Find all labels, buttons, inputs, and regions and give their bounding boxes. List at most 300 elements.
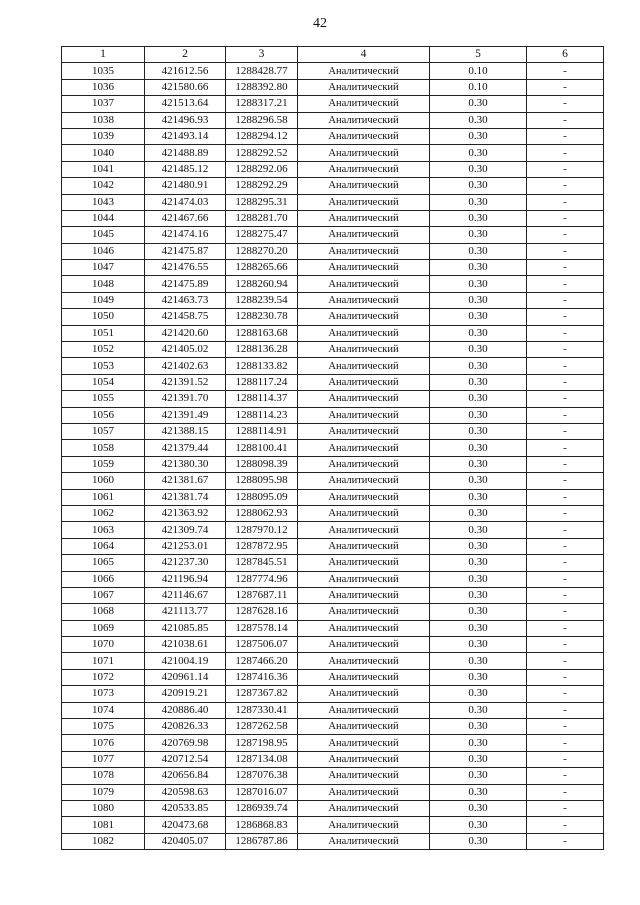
method-cell: Аналитический	[298, 276, 430, 292]
y-coordinate-cell: 1288163.68	[226, 325, 298, 341]
x-coordinate-cell: 421085.85	[145, 620, 226, 636]
x-coordinate-cell: 421475.89	[145, 276, 226, 292]
table-row	[62, 784, 604, 800]
x-coordinate-cell: 421458.75	[145, 309, 226, 325]
table-row	[62, 833, 604, 849]
note-cell: -	[527, 505, 604, 521]
point-number-cell: 1082	[62, 833, 145, 849]
method-cell: Аналитический	[298, 735, 430, 751]
y-coordinate-cell: 1288275.47	[226, 227, 298, 243]
point-number-cell: 1052	[62, 342, 145, 358]
point-number-cell: 1036	[62, 79, 145, 95]
x-coordinate-cell: 420712.54	[145, 751, 226, 767]
coordinates-table	[61, 46, 604, 850]
table-row	[62, 161, 604, 177]
accuracy-cell: 0.30	[430, 817, 527, 833]
table-row	[62, 342, 604, 358]
y-coordinate-cell: 1288100.41	[226, 440, 298, 456]
accuracy-cell: 0.30	[430, 489, 527, 505]
x-coordinate-cell: 421405.02	[145, 342, 226, 358]
accuracy-cell: 0.30	[430, 587, 527, 603]
accuracy-cell: 0.30	[430, 555, 527, 571]
method-cell: Аналитический	[298, 637, 430, 653]
note-cell: -	[527, 243, 604, 259]
x-coordinate-cell: 421513.64	[145, 96, 226, 112]
table-row	[62, 96, 604, 112]
table-row	[62, 719, 604, 735]
note-cell: -	[527, 63, 604, 79]
note-cell: -	[527, 637, 604, 653]
note-cell: -	[527, 751, 604, 767]
note-cell: -	[527, 571, 604, 587]
note-cell: -	[527, 669, 604, 685]
table-row	[62, 555, 604, 571]
y-coordinate-cell: 1287845.51	[226, 555, 298, 571]
x-coordinate-cell: 420886.40	[145, 702, 226, 718]
table-row	[62, 276, 604, 292]
table-row	[62, 145, 604, 161]
point-number-cell: 1039	[62, 128, 145, 144]
note-cell: -	[527, 784, 604, 800]
x-coordinate-cell: 421493.14	[145, 128, 226, 144]
note-cell: -	[527, 309, 604, 325]
note-cell: -	[527, 768, 604, 784]
method-cell: Аналитический	[298, 538, 430, 554]
note-cell: -	[527, 210, 604, 226]
x-coordinate-cell: 421391.49	[145, 407, 226, 423]
table-row	[62, 227, 604, 243]
y-coordinate-cell: 1286939.74	[226, 800, 298, 816]
method-cell: Аналитический	[298, 489, 430, 505]
table-row	[62, 686, 604, 702]
point-number-cell: 1067	[62, 587, 145, 603]
table-row	[62, 178, 604, 194]
accuracy-cell: 0.30	[430, 440, 527, 456]
point-number-cell: 1061	[62, 489, 145, 505]
y-coordinate-cell: 1288117.24	[226, 374, 298, 390]
point-number-cell: 1037	[62, 96, 145, 112]
note-cell: -	[527, 555, 604, 571]
y-coordinate-cell: 1287506.07	[226, 637, 298, 653]
note-cell: -	[527, 522, 604, 538]
accuracy-cell: 0.30	[430, 161, 527, 177]
x-coordinate-cell: 421474.03	[145, 194, 226, 210]
x-coordinate-cell: 420405.07	[145, 833, 226, 849]
accuracy-cell: 0.30	[430, 194, 527, 210]
accuracy-cell: 0.30	[430, 538, 527, 554]
method-cell: Аналитический	[298, 768, 430, 784]
y-coordinate-cell: 1288136.28	[226, 342, 298, 358]
x-coordinate-cell: 421113.77	[145, 604, 226, 620]
accuracy-cell: 0.30	[430, 112, 527, 128]
accuracy-cell: 0.30	[430, 702, 527, 718]
note-cell: -	[527, 473, 604, 489]
x-coordinate-cell: 420769.98	[145, 735, 226, 751]
table-row	[62, 817, 604, 833]
table-row	[62, 358, 604, 374]
method-cell: Аналитический	[298, 325, 430, 341]
note-cell: -	[527, 260, 604, 276]
note-cell: -	[527, 620, 604, 636]
table-row	[62, 587, 604, 603]
point-number-cell: 1040	[62, 145, 145, 161]
table-body	[62, 63, 604, 850]
point-number-cell: 1057	[62, 423, 145, 439]
point-number-cell: 1038	[62, 112, 145, 128]
note-cell: -	[527, 358, 604, 374]
point-number-cell: 1047	[62, 260, 145, 276]
note-cell: -	[527, 800, 604, 816]
method-cell: Аналитический	[298, 653, 430, 669]
table-row	[62, 653, 604, 669]
accuracy-cell: 0.30	[430, 407, 527, 423]
table-row	[62, 489, 604, 505]
note-cell: -	[527, 112, 604, 128]
point-number-cell: 1063	[62, 522, 145, 538]
x-coordinate-cell: 421467.66	[145, 210, 226, 226]
point-number-cell: 1069	[62, 620, 145, 636]
method-cell: Аналитический	[298, 79, 430, 95]
x-coordinate-cell: 421388.15	[145, 423, 226, 439]
method-cell: Аналитический	[298, 178, 430, 194]
note-cell: -	[527, 719, 604, 735]
method-cell: Аналитический	[298, 440, 430, 456]
note-cell: -	[527, 161, 604, 177]
table-row	[62, 751, 604, 767]
table-row	[62, 112, 604, 128]
table-row	[62, 456, 604, 472]
table-row	[62, 522, 604, 538]
y-coordinate-cell: 1287416.36	[226, 669, 298, 685]
y-coordinate-cell: 1288062.93	[226, 505, 298, 521]
table-row	[62, 473, 604, 489]
accuracy-cell: 0.30	[430, 391, 527, 407]
y-coordinate-cell: 1288133.82	[226, 358, 298, 374]
point-number-cell: 1058	[62, 440, 145, 456]
method-cell: Аналитический	[298, 587, 430, 603]
point-number-cell: 1042	[62, 178, 145, 194]
y-coordinate-cell: 1286787.86	[226, 833, 298, 849]
y-coordinate-cell: 1287198.95	[226, 735, 298, 751]
y-coordinate-cell: 1287262.58	[226, 719, 298, 735]
x-coordinate-cell: 421146.67	[145, 587, 226, 603]
x-coordinate-cell: 420656.84	[145, 768, 226, 784]
accuracy-cell: 0.30	[430, 833, 527, 849]
y-coordinate-cell: 1287687.11	[226, 587, 298, 603]
y-coordinate-cell: 1287016.07	[226, 784, 298, 800]
note-cell: -	[527, 79, 604, 95]
accuracy-cell: 0.30	[430, 423, 527, 439]
point-number-cell: 1065	[62, 555, 145, 571]
y-coordinate-cell: 1288270.20	[226, 243, 298, 259]
column-header-1: 1	[62, 47, 145, 63]
x-coordinate-cell: 421391.70	[145, 391, 226, 407]
note-cell: -	[527, 227, 604, 243]
method-cell: Аналитический	[298, 719, 430, 735]
point-number-cell: 1068	[62, 604, 145, 620]
method-cell: Аналитический	[298, 374, 430, 390]
method-cell: Аналитический	[298, 423, 430, 439]
y-coordinate-cell: 1288296.58	[226, 112, 298, 128]
method-cell: Аналитический	[298, 784, 430, 800]
method-cell: Аналитический	[298, 604, 430, 620]
accuracy-cell: 0.30	[430, 505, 527, 521]
x-coordinate-cell: 421196.94	[145, 571, 226, 587]
accuracy-cell: 0.30	[430, 620, 527, 636]
note-cell: -	[527, 489, 604, 505]
table-row	[62, 538, 604, 554]
note-cell: -	[527, 604, 604, 620]
y-coordinate-cell: 1288295.31	[226, 194, 298, 210]
point-number-cell: 1075	[62, 719, 145, 735]
point-number-cell: 1079	[62, 784, 145, 800]
point-number-cell: 1045	[62, 227, 145, 243]
point-number-cell: 1046	[62, 243, 145, 259]
note-cell: -	[527, 817, 604, 833]
x-coordinate-cell: 421381.67	[145, 473, 226, 489]
accuracy-cell: 0.30	[430, 276, 527, 292]
page-number: 42	[313, 16, 327, 31]
accuracy-cell: 0.30	[430, 669, 527, 685]
table-row	[62, 571, 604, 587]
y-coordinate-cell: 1288428.77	[226, 63, 298, 79]
point-number-cell: 1043	[62, 194, 145, 210]
table-row	[62, 63, 604, 79]
x-coordinate-cell: 421480.91	[145, 178, 226, 194]
method-cell: Аналитический	[298, 686, 430, 702]
point-number-cell: 1048	[62, 276, 145, 292]
x-coordinate-cell: 421496.93	[145, 112, 226, 128]
method-cell: Аналитический	[298, 505, 430, 521]
column-header-4: 4	[298, 47, 430, 63]
method-cell: Аналитический	[298, 260, 430, 276]
y-coordinate-cell: 1288281.70	[226, 210, 298, 226]
x-coordinate-cell: 421380.30	[145, 456, 226, 472]
table-row	[62, 440, 604, 456]
accuracy-cell: 0.30	[430, 751, 527, 767]
y-coordinate-cell: 1287774.96	[226, 571, 298, 587]
point-number-cell: 1041	[62, 161, 145, 177]
x-coordinate-cell: 421476.55	[145, 260, 226, 276]
note-cell: -	[527, 145, 604, 161]
y-coordinate-cell: 1288114.37	[226, 391, 298, 407]
table-row	[62, 735, 604, 751]
point-number-cell: 1070	[62, 637, 145, 653]
method-cell: Аналитический	[298, 473, 430, 489]
note-cell: -	[527, 456, 604, 472]
note-cell: -	[527, 653, 604, 669]
accuracy-cell: 0.30	[430, 96, 527, 112]
point-number-cell: 1078	[62, 768, 145, 784]
accuracy-cell: 0.10	[430, 63, 527, 79]
x-coordinate-cell: 421253.01	[145, 538, 226, 554]
table-row	[62, 374, 604, 390]
note-cell: -	[527, 342, 604, 358]
x-coordinate-cell: 421363.92	[145, 505, 226, 521]
accuracy-cell: 0.30	[430, 227, 527, 243]
y-coordinate-cell: 1288114.23	[226, 407, 298, 423]
accuracy-cell: 0.30	[430, 128, 527, 144]
table-row	[62, 194, 604, 210]
accuracy-cell: 0.30	[430, 653, 527, 669]
method-cell: Аналитический	[298, 309, 430, 325]
table-row	[62, 505, 604, 521]
note-cell: -	[527, 178, 604, 194]
note-cell: -	[527, 128, 604, 144]
method-cell: Аналитический	[298, 456, 430, 472]
method-cell: Аналитический	[298, 800, 430, 816]
x-coordinate-cell: 421237.30	[145, 555, 226, 571]
y-coordinate-cell: 1287578.14	[226, 620, 298, 636]
y-coordinate-cell: 1287330.41	[226, 702, 298, 718]
column-header-6: 6	[527, 47, 604, 63]
table-header	[62, 47, 604, 63]
note-cell: -	[527, 702, 604, 718]
column-header-2: 2	[145, 47, 226, 63]
x-coordinate-cell: 420533.85	[145, 800, 226, 816]
y-coordinate-cell: 1288098.39	[226, 456, 298, 472]
method-cell: Аналитический	[298, 145, 430, 161]
point-number-cell: 1055	[62, 391, 145, 407]
y-coordinate-cell: 1287628.16	[226, 604, 298, 620]
x-coordinate-cell: 421463.73	[145, 292, 226, 308]
point-number-cell: 1064	[62, 538, 145, 554]
method-cell: Аналитический	[298, 194, 430, 210]
x-coordinate-cell: 420961.14	[145, 669, 226, 685]
method-cell: Аналитический	[298, 210, 430, 226]
accuracy-cell: 0.30	[430, 243, 527, 259]
column-header-3: 3	[226, 47, 298, 63]
method-cell: Аналитический	[298, 555, 430, 571]
y-coordinate-cell: 1287872.95	[226, 538, 298, 554]
table-row	[62, 407, 604, 423]
table-row	[62, 423, 604, 439]
point-number-cell: 1053	[62, 358, 145, 374]
x-coordinate-cell: 421612.56	[145, 63, 226, 79]
table-row	[62, 309, 604, 325]
accuracy-cell: 0.30	[430, 522, 527, 538]
table-row	[62, 604, 604, 620]
point-number-cell: 1059	[62, 456, 145, 472]
y-coordinate-cell: 1288294.12	[226, 128, 298, 144]
x-coordinate-cell: 420473.68	[145, 817, 226, 833]
note-cell: -	[527, 194, 604, 210]
y-coordinate-cell: 1287076.38	[226, 768, 298, 784]
table-row	[62, 292, 604, 308]
x-coordinate-cell: 421381.74	[145, 489, 226, 505]
x-coordinate-cell: 420919.21	[145, 686, 226, 702]
point-number-cell: 1051	[62, 325, 145, 341]
point-number-cell: 1044	[62, 210, 145, 226]
accuracy-cell: 0.30	[430, 260, 527, 276]
point-number-cell: 1074	[62, 702, 145, 718]
accuracy-cell: 0.30	[430, 358, 527, 374]
note-cell: -	[527, 423, 604, 439]
point-number-cell: 1050	[62, 309, 145, 325]
accuracy-cell: 0.30	[430, 604, 527, 620]
method-cell: Аналитический	[298, 292, 430, 308]
y-coordinate-cell: 1288317.21	[226, 96, 298, 112]
accuracy-cell: 0.30	[430, 210, 527, 226]
x-coordinate-cell: 421474.16	[145, 227, 226, 243]
method-cell: Аналитический	[298, 358, 430, 374]
method-cell: Аналитический	[298, 702, 430, 718]
table-row	[62, 800, 604, 816]
point-number-cell: 1072	[62, 669, 145, 685]
header-row	[62, 47, 604, 63]
table-row	[62, 669, 604, 685]
point-number-cell: 1080	[62, 800, 145, 816]
method-cell: Аналитический	[298, 342, 430, 358]
point-number-cell: 1066	[62, 571, 145, 587]
method-cell: Аналитический	[298, 407, 430, 423]
accuracy-cell: 0.30	[430, 309, 527, 325]
table-row	[62, 79, 604, 95]
table-row	[62, 702, 604, 718]
table-row	[62, 128, 604, 144]
x-coordinate-cell: 421391.52	[145, 374, 226, 390]
note-cell: -	[527, 391, 604, 407]
x-coordinate-cell: 421488.89	[145, 145, 226, 161]
note-cell: -	[527, 292, 604, 308]
y-coordinate-cell: 1287466.20	[226, 653, 298, 669]
y-coordinate-cell: 1288239.54	[226, 292, 298, 308]
method-cell: Аналитический	[298, 112, 430, 128]
y-coordinate-cell: 1288230.78	[226, 309, 298, 325]
x-coordinate-cell: 421004.19	[145, 653, 226, 669]
y-coordinate-cell: 1288114.91	[226, 423, 298, 439]
y-coordinate-cell: 1288292.52	[226, 145, 298, 161]
accuracy-cell: 0.30	[430, 784, 527, 800]
x-coordinate-cell: 421485.12	[145, 161, 226, 177]
x-coordinate-cell: 420826.33	[145, 719, 226, 735]
table-row	[62, 210, 604, 226]
note-cell: -	[527, 96, 604, 112]
note-cell: -	[527, 538, 604, 554]
point-number-cell: 1081	[62, 817, 145, 833]
column-header-5: 5	[430, 47, 527, 63]
y-coordinate-cell: 1288292.06	[226, 161, 298, 177]
y-coordinate-cell: 1288095.09	[226, 489, 298, 505]
method-cell: Аналитический	[298, 96, 430, 112]
point-number-cell: 1071	[62, 653, 145, 669]
y-coordinate-cell: 1286868.83	[226, 817, 298, 833]
x-coordinate-cell: 421420.60	[145, 325, 226, 341]
table-row	[62, 260, 604, 276]
note-cell: -	[527, 440, 604, 456]
point-number-cell: 1062	[62, 505, 145, 521]
y-coordinate-cell: 1287970.12	[226, 522, 298, 538]
table-row	[62, 768, 604, 784]
accuracy-cell: 0.30	[430, 342, 527, 358]
method-cell: Аналитический	[298, 227, 430, 243]
point-number-cell: 1077	[62, 751, 145, 767]
accuracy-cell: 0.30	[430, 292, 527, 308]
method-cell: Аналитический	[298, 669, 430, 685]
point-number-cell: 1035	[62, 63, 145, 79]
point-number-cell: 1073	[62, 686, 145, 702]
x-coordinate-cell: 421038.61	[145, 637, 226, 653]
method-cell: Аналитический	[298, 571, 430, 587]
method-cell: Аналитический	[298, 522, 430, 538]
point-number-cell: 1076	[62, 735, 145, 751]
y-coordinate-cell: 1287367.82	[226, 686, 298, 702]
table-row	[62, 620, 604, 636]
point-number-cell: 1060	[62, 473, 145, 489]
note-cell: -	[527, 374, 604, 390]
y-coordinate-cell: 1288265.66	[226, 260, 298, 276]
note-cell: -	[527, 276, 604, 292]
